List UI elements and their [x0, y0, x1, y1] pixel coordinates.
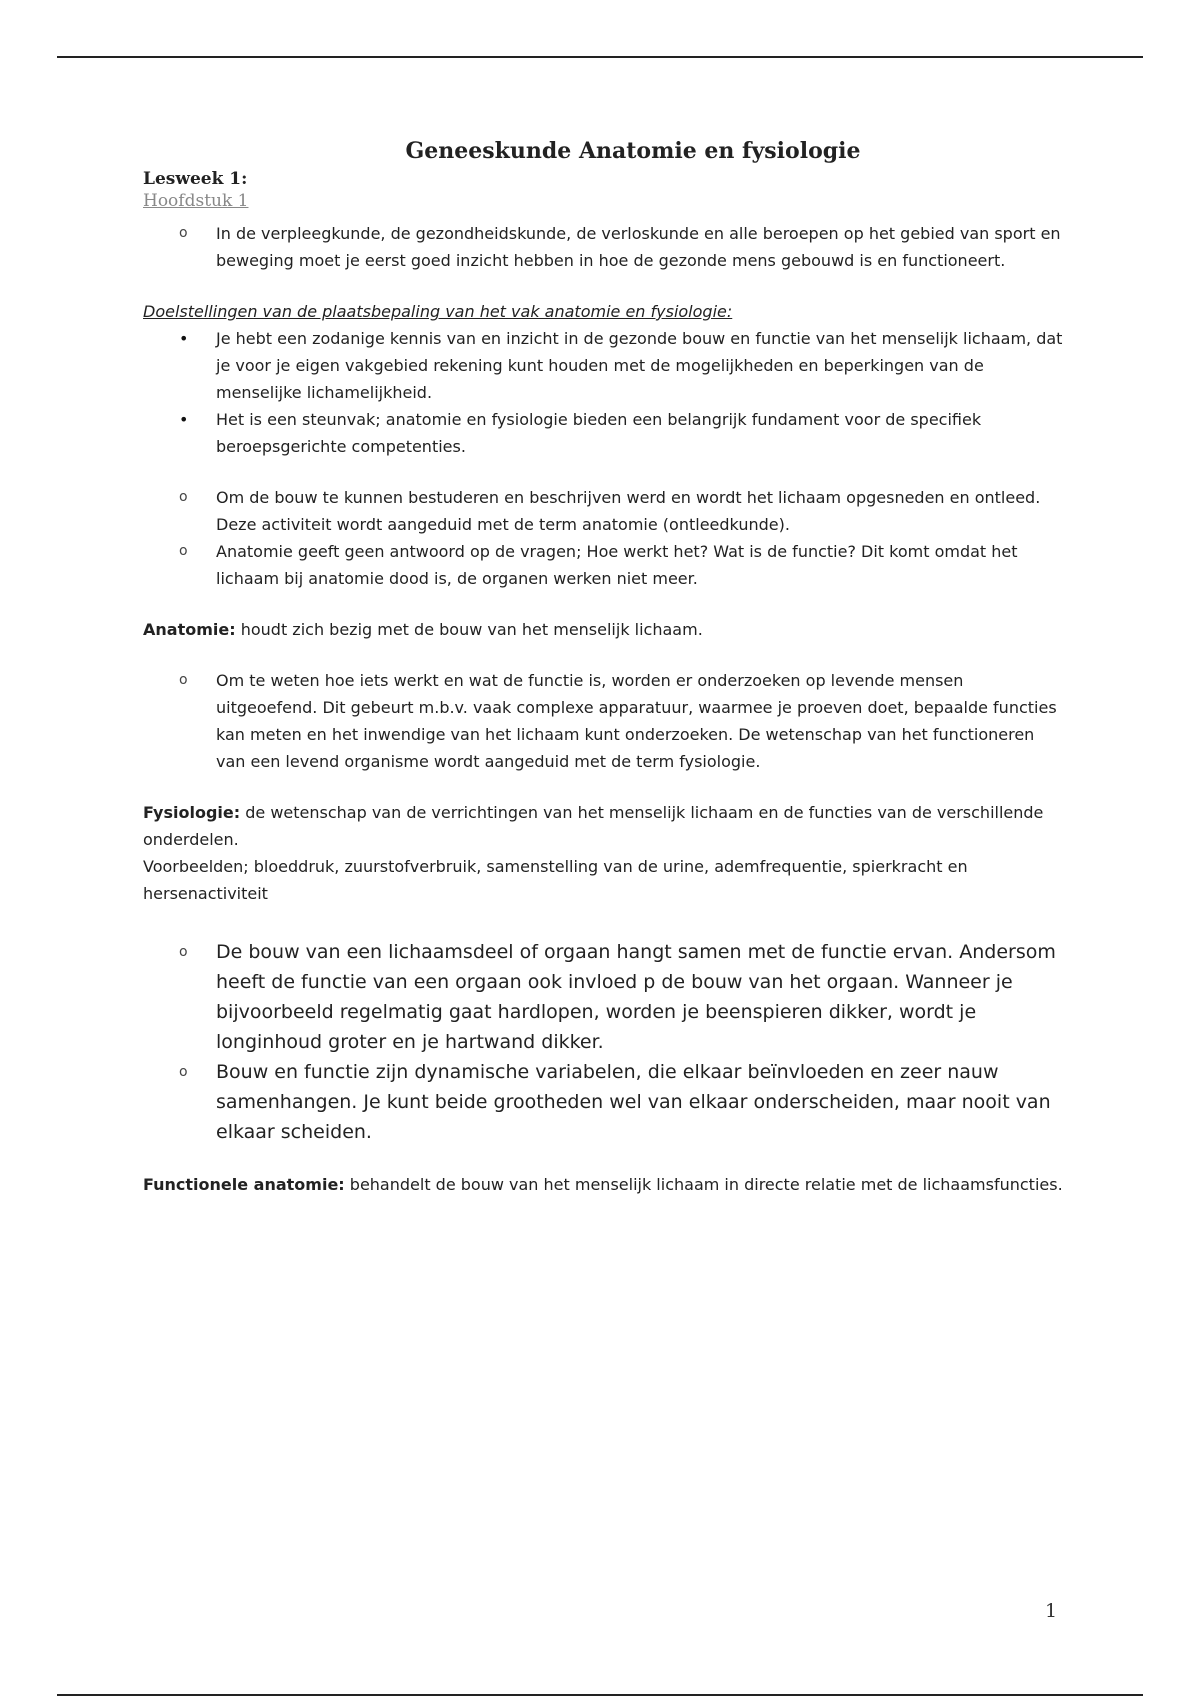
lesweek-heading: Lesweek 1: [143, 169, 248, 189]
fysiologie-definition: Fysiologie: de wetenschap van de verrichtingen van het menselijk lichaam en de functies van de verschillende onderdelen. [143, 803, 1044, 849]
circle-bullet-icon: o [179, 543, 188, 559]
list-item: o De bouw van een lichaamsdeel of orgaan hangt samen met de functie ervan. Andersom heeft de functie van een orgaan ook invloed p de bouw van het orgaan. Wanneer je bijvoorbeeld regelmatig gaat hardlopen, worden je beenspieren dikker, wordt je longinhoud groter en je hartwand dikker. [143, 937, 1063, 1057]
list-item: • Je hebt een zodanige kennis van en inzicht in de gezonde bouw en functie van het menselijk lichaam, dat je voor je eigen vakgebied rekening kunt houden met de mogelijkheden en beperkingen van de menselijke lichamelijkheid. [143, 325, 1063, 406]
dot-bullet-icon: • [179, 329, 189, 348]
circle-bullet-icon: o [179, 944, 188, 960]
chapter-heading: Hoofdstuk 1 [143, 191, 249, 211]
circle-bullet-icon: o [179, 225, 188, 241]
circle-bullet-icon: o [179, 1064, 188, 1080]
page-number: 1 [1045, 1600, 1058, 1622]
circle-bullet-icon: o [179, 672, 188, 688]
bouw-list [143, 484, 1063, 592]
functionele-anatomie-definition: Functionele anatomie: behandelt de bouw van het menselijk lichaam in directe relatie met de lichaamsfuncties. [143, 1175, 1063, 1194]
list-item: o Om te weten hoe iets werkt en wat de functie is, worden er onderzoeken op levende mensen uitgeoefend. Dit gebeurt m.b.v. vaak complexe apparatuur, waarmee je proeven doet, bepaalde functies kan meten en het inwendige van het lichaam kunt onderzoeken. De wetenschap van het functioneren van een levend organisme wordt aangeduid met de term fysiologie. [143, 667, 1063, 775]
doelstellingen-heading: Doelstellingen van de plaatsbepaling van het vak anatomie en fysiologie: [143, 302, 733, 321]
fysiologie-list [143, 667, 1063, 775]
bottom-rule [57, 1694, 1143, 1696]
anatomie-definition: Anatomie: houdt zich bezig met de bouw van het menselijk lichaam. [143, 620, 703, 639]
top-rule [57, 56, 1143, 58]
list-item: o Anatomie geeft geen antwoord op de vragen; Hoe werkt het? Wat is de functie? Dit komt omdat het lichaam bij anatomie dood is, de organen werken niet meer. [143, 538, 1063, 592]
document-title: Geneeskunde Anatomie en fysiologie [405, 138, 861, 164]
functie-list [143, 937, 1063, 1147]
intro-list [143, 220, 1063, 274]
list-item: • Het is een steunvak; anatomie en fysiologie bieden een belangrijk fundament voor de specifiek beroepsgerichte competenties. [143, 406, 1063, 460]
document-content [143, 138, 1063, 1198]
list-item: o Om de bouw te kunnen bestuderen en beschrijven werd en wordt het lichaam opgesneden en ontleed. Deze activiteit wordt aangeduid met de term anatomie (ontleedkunde). [143, 484, 1063, 538]
list-item: o In de verpleegkunde, de gezondheidskunde, de verloskunde en alle beroepen op het gebied van sport en beweging moet je eerst goed inzicht hebben in hoe de gezonde mens gebouwd is en functioneert. [143, 220, 1063, 274]
doelstellingen-list [143, 325, 1063, 460]
list-item: o Bouw en functie zijn dynamische variabelen, die elkaar beïnvloeden en zeer nauw samenhangen. Je kunt beide grootheden wel van elkaar onderscheiden, maar nooit van elkaar scheiden. [143, 1057, 1063, 1147]
dot-bullet-icon: • [179, 410, 189, 429]
circle-bullet-icon: o [179, 489, 188, 505]
voorbeelden-text: Voorbeelden; bloeddruk, zuurstofverbruik, samenstelling van de urine, ademfrequentie, spierkracht en hersenactiviteit [143, 857, 968, 903]
